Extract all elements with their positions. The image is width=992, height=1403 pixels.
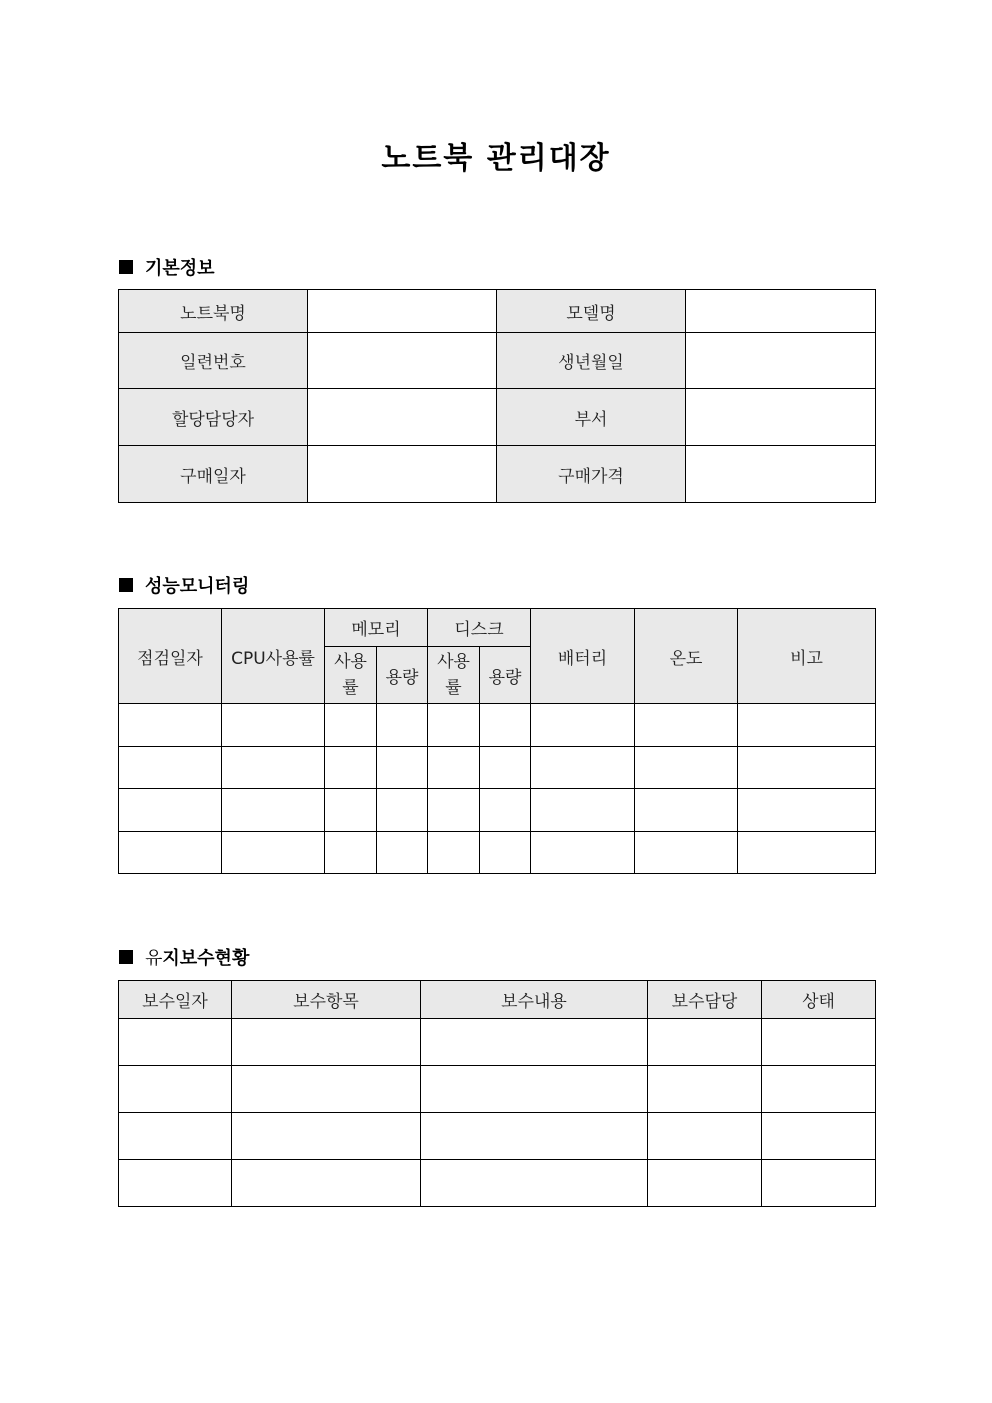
birth-date-field[interactable] [686,333,876,389]
maintenance-table [118,980,876,1207]
header-repair-item: 보수항목 [232,981,421,1019]
header-cpu-usage: CPU사용률 [222,609,325,704]
cell[interactable] [531,789,635,832]
square-bullet-icon [119,578,133,592]
cell[interactable] [738,704,876,747]
table-row [119,704,876,747]
cell[interactable] [480,789,531,832]
purchase-date-field[interactable] [308,446,497,503]
label-cell: 생년월일 [497,333,686,389]
cell[interactable] [648,1066,762,1113]
cell[interactable] [421,1113,648,1160]
section-title: 성능모니터링 [145,576,250,597]
label-cell: 노트북명 [119,290,308,333]
cell[interactable] [119,789,222,832]
header-disk: 디스크 [428,609,531,647]
cell[interactable] [648,1113,762,1160]
cell[interactable] [648,1019,762,1066]
header-disk-capacity: 용량 [480,647,531,704]
table-row [119,446,876,503]
cell[interactable] [428,747,480,789]
cell[interactable] [119,704,222,747]
header-disk-usage-label: 사용률 [437,652,470,698]
cell[interactable] [377,832,428,874]
assignee-field[interactable] [308,389,497,446]
purchase-price-field[interactable] [686,446,876,503]
section-title-prefix: 유 [145,948,163,969]
cell[interactable] [738,832,876,874]
department-field[interactable] [686,389,876,446]
label-cell: 구매일자 [119,446,308,503]
header-repair-owner: 보수담당 [648,981,762,1019]
section-heading-basic-info [119,254,215,280]
cell[interactable] [377,704,428,747]
cell[interactable] [119,832,222,874]
label-cell: 구매가격 [497,446,686,503]
header-row [119,981,876,1019]
cell[interactable] [325,789,377,832]
cell[interactable] [480,832,531,874]
cell[interactable] [222,704,325,747]
cell[interactable] [531,832,635,874]
header-repair-details: 보수내용 [421,981,648,1019]
header-notes: 비고 [738,609,876,704]
section-title: 기본정보 [145,258,215,279]
cell[interactable] [531,747,635,789]
cell[interactable] [119,747,222,789]
cell[interactable] [480,704,531,747]
table-row [119,1113,876,1160]
section-title: 지보수현황 [162,948,250,969]
cell[interactable] [762,1113,876,1160]
cell[interactable] [325,704,377,747]
header-memory-capacity: 용량 [377,647,428,704]
cell[interactable] [377,747,428,789]
table-row [119,832,876,874]
cell[interactable] [428,832,480,874]
cell[interactable] [635,832,738,874]
cell[interactable] [119,1019,232,1066]
header-status: 상태 [762,981,876,1019]
cell[interactable] [762,1019,876,1066]
cell[interactable] [325,832,377,874]
cell[interactable] [232,1160,421,1207]
cell[interactable] [232,1019,421,1066]
serial-number-field[interactable] [308,333,497,389]
label-cell: 일련번호 [119,333,308,389]
table-row [119,1066,876,1113]
header-temperature: 온도 [635,609,738,704]
square-bullet-icon [119,950,133,964]
label-cell: 부서 [497,389,686,446]
section-heading-maintenance [119,944,249,970]
cell[interactable] [377,789,428,832]
label-cell: 모델명 [497,290,686,333]
cell[interactable] [428,789,480,832]
performance-table [118,608,876,874]
table-row [119,789,876,832]
document-title: 노트북 관리대장 [381,141,611,176]
cell[interactable] [635,747,738,789]
square-bullet-icon [119,260,133,274]
basic-info-table [118,289,876,503]
label-cell: 할당담당자 [119,389,308,446]
model-name-field[interactable] [686,290,876,333]
table-row [119,290,876,333]
header-memory-usage-label: 사용률 [334,652,367,698]
cell[interactable] [119,1113,232,1160]
cell[interactable] [222,832,325,874]
cell[interactable] [762,1066,876,1113]
table-row [119,747,876,789]
cell[interactable] [421,1160,648,1207]
cell[interactable] [119,1160,232,1207]
header-battery: 배터리 [531,609,635,704]
cell[interactable] [222,747,325,789]
cell[interactable] [635,704,738,747]
cell[interactable] [531,704,635,747]
header-check-date: 점검일자 [119,609,222,704]
cell[interactable] [762,1160,876,1207]
cell[interactable] [421,1066,648,1113]
cell[interactable] [738,789,876,832]
notebook-name-field[interactable] [308,290,497,333]
header-repair-date: 보수일자 [119,981,232,1019]
cell[interactable] [480,747,531,789]
header-row [119,609,876,647]
cell[interactable] [421,1019,648,1066]
header-memory-usage [325,647,377,704]
table-row [119,389,876,446]
section-heading-performance [119,572,249,598]
cell[interactable] [635,789,738,832]
cell[interactable] [119,1066,232,1113]
cell[interactable] [232,1066,421,1113]
cell[interactable] [232,1113,421,1160]
cell[interactable] [222,789,325,832]
cell[interactable] [428,704,480,747]
cell[interactable] [648,1160,762,1207]
header-memory: 메모리 [325,609,428,647]
table-row [119,1019,876,1066]
cell[interactable] [325,747,377,789]
table-row [119,333,876,389]
cell[interactable] [738,747,876,789]
table-row [119,1160,876,1207]
header-disk-usage [428,647,480,704]
